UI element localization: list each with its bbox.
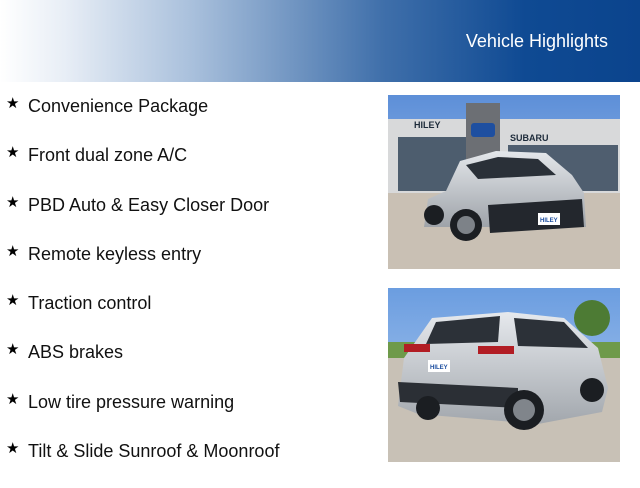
dealer-sign-left: HILEY (414, 120, 441, 130)
feature-label: Remote keyless entry (28, 243, 202, 264)
feature-label: Low tire pressure warning (28, 391, 235, 412)
feature-label: PBD Auto & Easy Closer Door (28, 194, 270, 215)
dealer-sign-right: SUBARU (510, 133, 549, 143)
list-item (6, 291, 376, 340)
star-icon: ★ (6, 95, 20, 112)
star-icon: ★ (6, 440, 20, 458)
page-title: Vehicle Highlights (465, 31, 608, 51)
feature-list (6, 94, 376, 488)
list-item (6, 193, 376, 242)
feature-label: ABS brakes (28, 342, 124, 363)
star-icon: ★ (6, 144, 20, 162)
star-icon: ★ (6, 193, 20, 211)
list-item (6, 340, 376, 389)
vehicle-photo-front[interactable] (388, 95, 620, 269)
list-item (6, 94, 376, 143)
feature-label: Tilt & Slide Sunroof & Moonroof (28, 441, 280, 462)
star-icon: ★ (6, 292, 20, 310)
list-item (6, 439, 376, 488)
header-banner (0, 0, 640, 82)
star-icon: ★ (6, 242, 20, 260)
vehicle-photo-rear[interactable] (388, 288, 620, 462)
feature-label: Front dual zone A/C (28, 145, 188, 166)
list-item (6, 390, 376, 439)
list-item (6, 242, 376, 291)
front-plate: HILEY (540, 218, 558, 224)
rear-plate: HILEY (430, 365, 448, 371)
star-icon: ★ (6, 341, 20, 359)
star-icon: ★ (6, 390, 20, 408)
feature-label: Traction control (28, 293, 152, 314)
list-item (6, 143, 376, 192)
feature-label: Convenience Package (28, 96, 209, 116)
